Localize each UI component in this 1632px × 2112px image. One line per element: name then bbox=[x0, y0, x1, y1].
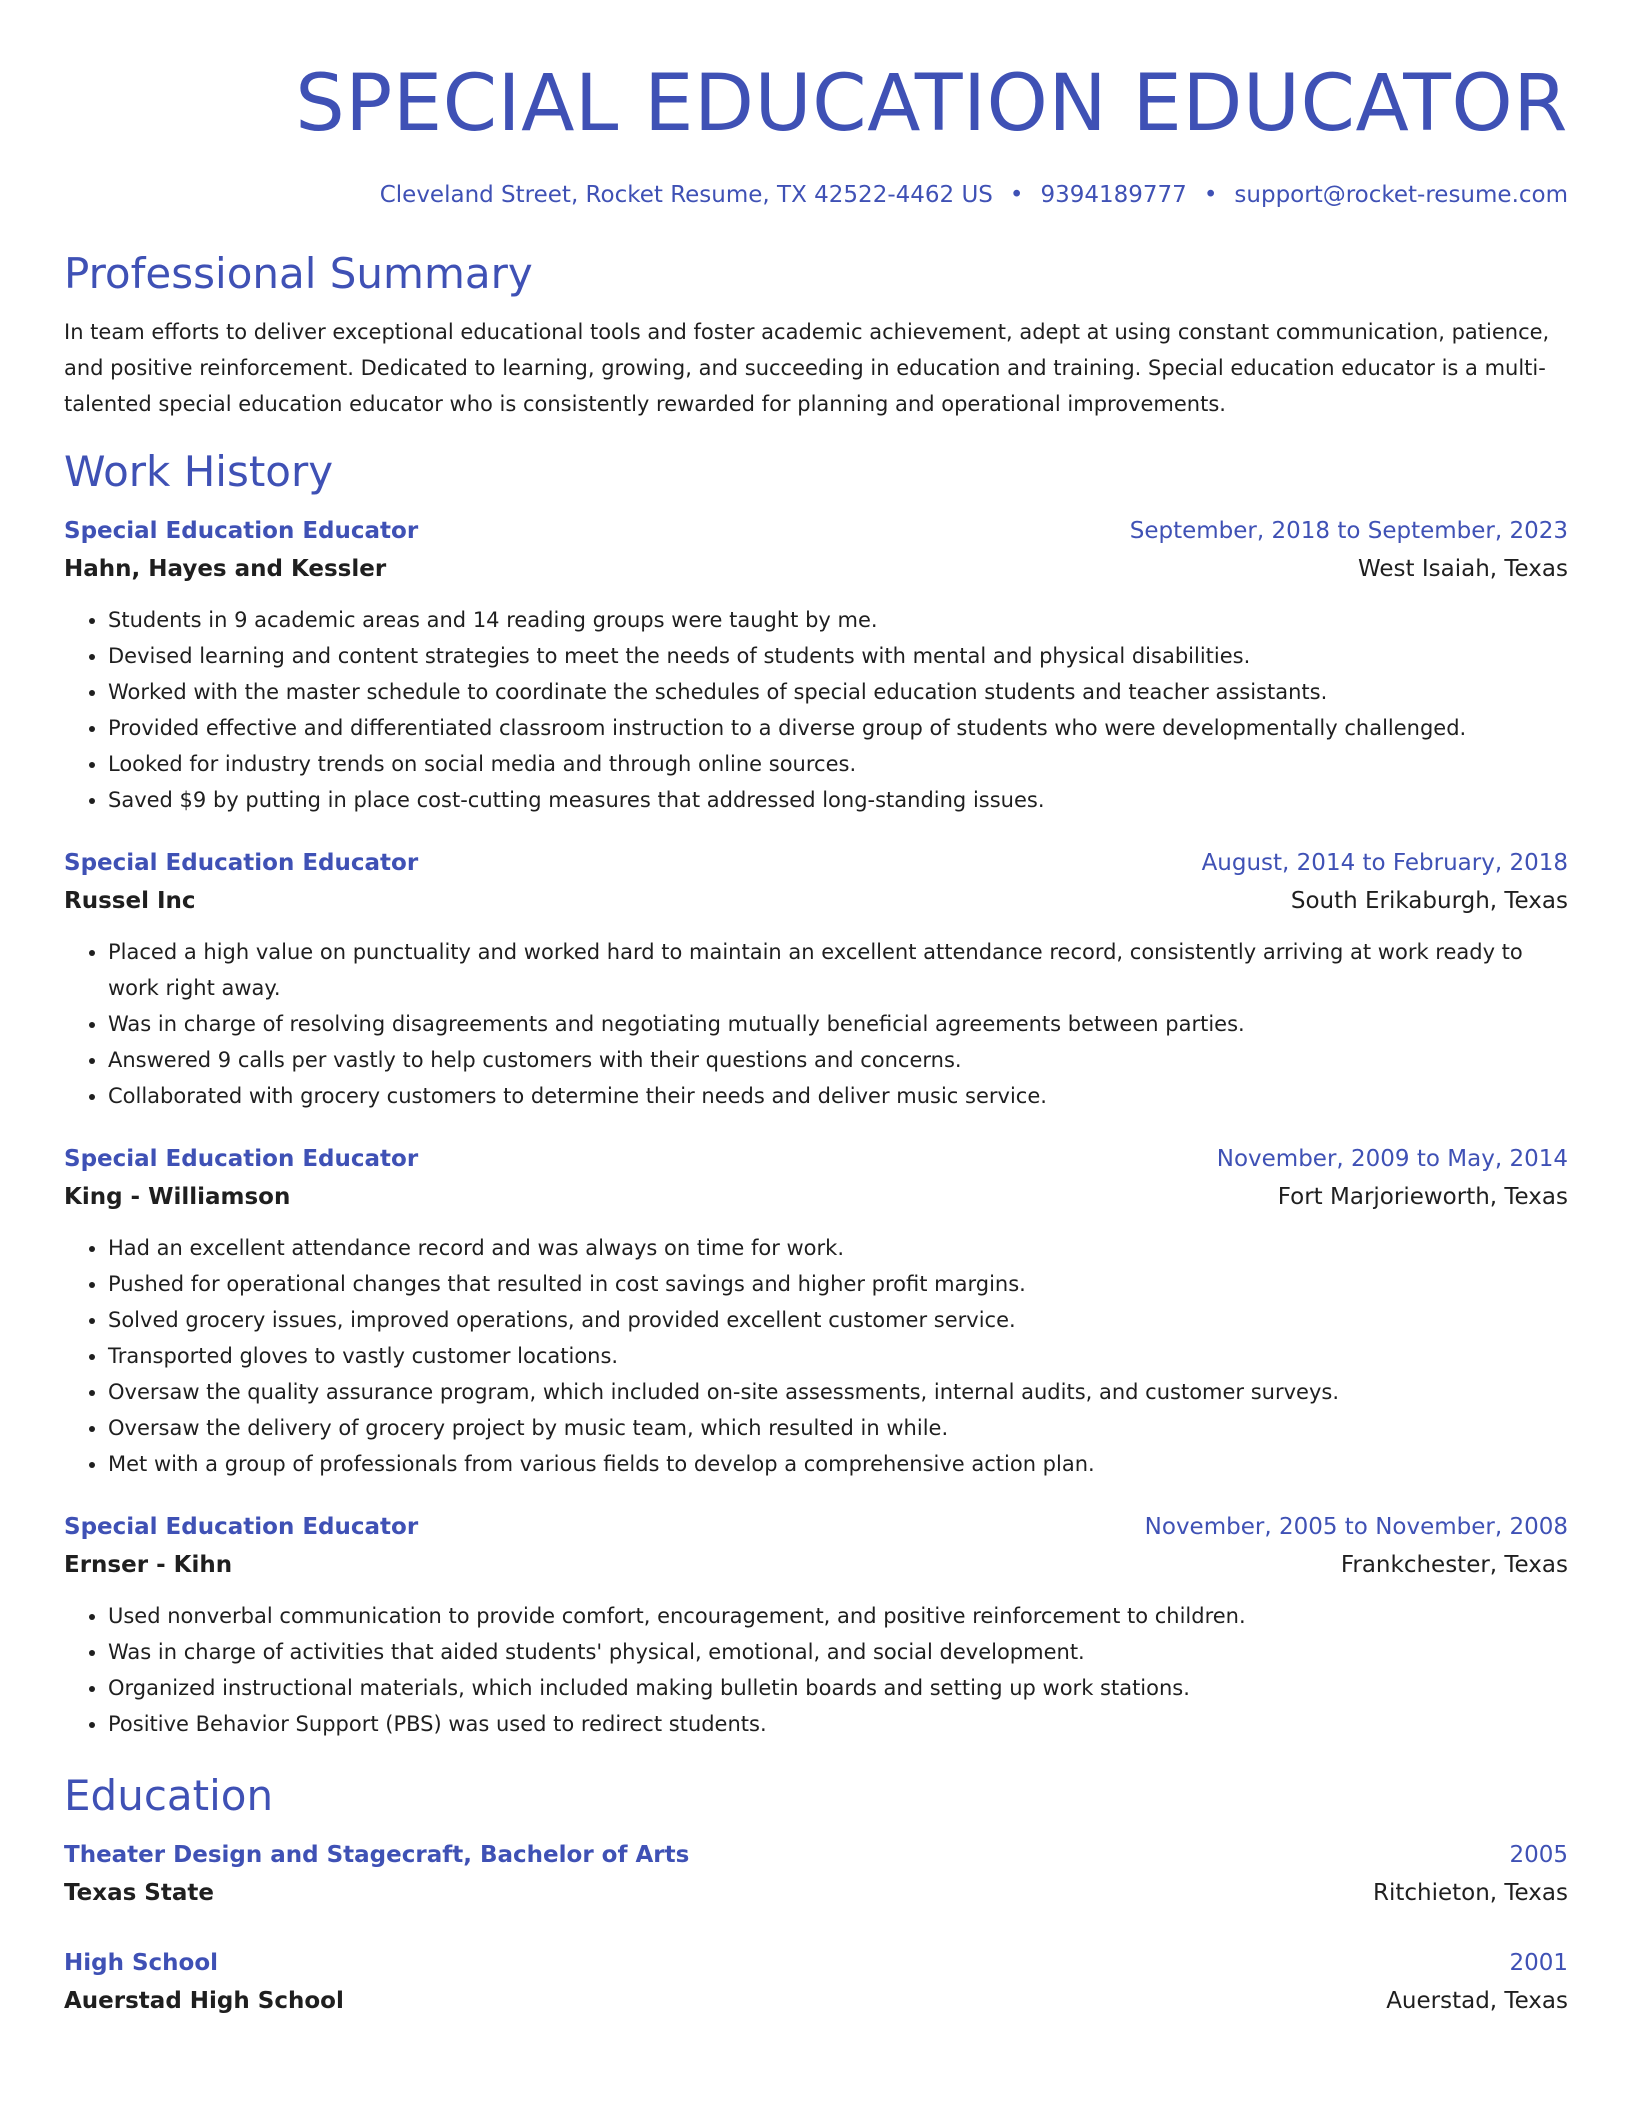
education-entry bbox=[64, 1840, 1568, 1908]
education-degree: Theater Design and Stagecraft, Bachelor of Arts bbox=[64, 1842, 690, 1868]
job-entry bbox=[64, 516, 1568, 818]
job-title: Special Education Educator bbox=[64, 518, 419, 544]
job-bullet: • Collaborated with grocery customers to determine their needs and deliver music service. bbox=[108, 1078, 1568, 1114]
work-history-list bbox=[64, 516, 1568, 1742]
job-company: Russel Inc bbox=[64, 888, 196, 914]
job-bullet: • Looked for industry trends on social media and through online sources. bbox=[108, 746, 1568, 782]
section-title-work-history: Work History bbox=[64, 447, 334, 496]
job-bullet: • Saved $9 by putting in place cost-cutting measures that addressed long-standing issues. bbox=[108, 782, 1568, 818]
resume-name-heading: SPECIAL EDUCATION EDUCATOR bbox=[295, 59, 1568, 149]
job-bullet: • Organized instructional materials, which included making bulletin boards and setting up work stations. bbox=[108, 1670, 1568, 1706]
education-entry bbox=[64, 1948, 1568, 2016]
education-school: Auerstad High School bbox=[64, 1988, 344, 2014]
section-title-education: Education bbox=[64, 1771, 274, 1820]
job-bullet-list bbox=[64, 1230, 1568, 1482]
job-bullet: • Used nonverbal communication to provide comfort, encouragement, and positive reinforcement to children. bbox=[108, 1598, 1568, 1634]
education-school-row bbox=[64, 1878, 1568, 1908]
job-dates: November, 2005 to November, 2008 bbox=[1144, 1514, 1568, 1540]
education-degree: High School bbox=[64, 1950, 219, 1976]
section-title-summary: Professional Summary bbox=[64, 249, 533, 298]
education-list bbox=[64, 1840, 1568, 2016]
job-bullet: • Worked with the master schedule to coordinate the schedules of special education students and teacher assistants. bbox=[108, 674, 1568, 710]
job-bullet: • Students in 9 academic areas and 14 reading groups were taught by me. bbox=[108, 602, 1568, 638]
job-location: South Erikaburgh, Texas bbox=[1290, 888, 1568, 914]
job-bullet: • Was in charge of resolving disagreements and negotiating mutually beneficial agreements between parties. bbox=[108, 1006, 1568, 1042]
job-bullet: • Had an excellent attendance record and was always on time for work. bbox=[108, 1230, 1568, 1266]
job-header-row bbox=[64, 1144, 1568, 1174]
job-company-row bbox=[64, 1550, 1568, 1580]
education-location: Ritchieton, Texas bbox=[1372, 1880, 1568, 1906]
job-bullet: • Pushed for operational changes that resulted in cost savings and higher profit margins. bbox=[108, 1266, 1568, 1302]
job-company: Ernser - Kihn bbox=[64, 1552, 233, 1578]
job-location: Frankchester, Texas bbox=[1340, 1552, 1568, 1578]
education-school-row bbox=[64, 1986, 1568, 2016]
job-dates: November, 2009 to May, 2014 bbox=[1216, 1146, 1568, 1172]
job-bullet: • Oversaw the quality assurance program, which included on-site assessments, internal audits, and customer surveys. bbox=[108, 1374, 1568, 1410]
contact-line bbox=[64, 180, 1568, 210]
job-company-row bbox=[64, 554, 1568, 584]
job-company-row bbox=[64, 1182, 1568, 1212]
job-bullet-list bbox=[64, 602, 1568, 818]
contact-phone: 9394189777 bbox=[1040, 182, 1187, 208]
job-entry bbox=[64, 1144, 1568, 1482]
education-year: 2001 bbox=[1509, 1950, 1568, 1976]
education-header-row bbox=[64, 1948, 1568, 1978]
job-entry bbox=[64, 848, 1568, 1114]
contact-separator: • bbox=[1203, 182, 1218, 208]
job-company: King - Williamson bbox=[64, 1184, 291, 1210]
job-bullet-list bbox=[64, 934, 1568, 1114]
job-dates: September, 2018 to September, 2023 bbox=[1129, 518, 1568, 544]
job-bullet: • Oversaw the delivery of grocery project by music team, which resulted in while. bbox=[108, 1410, 1568, 1446]
job-company: Hahn, Hayes and Kessler bbox=[64, 556, 387, 582]
job-bullet: • Solved grocery issues, improved operations, and provided excellent customer service. bbox=[108, 1302, 1568, 1338]
job-bullet: • Answered 9 calls per vastly to help customers with their questions and concerns. bbox=[108, 1042, 1568, 1078]
job-company-row bbox=[64, 886, 1568, 916]
contact-separator: • bbox=[1009, 182, 1024, 208]
job-bullet: • Positive Behavior Support (PBS) was used to redirect students. bbox=[108, 1706, 1568, 1742]
job-title: Special Education Educator bbox=[64, 1514, 419, 1540]
contact-address: Cleveland Street, Rocket Resume, TX 42522-4462 US bbox=[379, 182, 993, 208]
job-bullet: • Transported gloves to vastly customer locations. bbox=[108, 1338, 1568, 1374]
job-title: Special Education Educator bbox=[64, 1146, 419, 1172]
job-header-row bbox=[64, 848, 1568, 878]
education-school: Texas State bbox=[64, 1880, 214, 1906]
job-bullet: • Placed a high value on punctuality and worked hard to maintain an excellent attendance record, consistently arriving at work ready to work right away. bbox=[108, 934, 1568, 1006]
job-header-row bbox=[64, 1512, 1568, 1542]
job-location: Fort Marjorieworth, Texas bbox=[1277, 1184, 1568, 1210]
education-location: Auerstad, Texas bbox=[1386, 1988, 1568, 2014]
job-dates: August, 2014 to February, 2018 bbox=[1201, 850, 1568, 876]
job-bullet: • Devised learning and content strategies to meet the needs of students with mental and physical disabilities. bbox=[108, 638, 1568, 674]
resume-page bbox=[64, 0, 1568, 2016]
job-bullet-list bbox=[64, 1598, 1568, 1742]
education-year: 2005 bbox=[1509, 1842, 1568, 1868]
job-bullet: • Provided effective and differentiated classroom instruction to a diverse group of students who were developmentally challenged. bbox=[108, 710, 1568, 746]
job-bullet: • Was in charge of activities that aided students' physical, emotional, and social development. bbox=[108, 1634, 1568, 1670]
job-location: West Isaiah, Texas bbox=[1358, 556, 1568, 582]
job-bullet: • Met with a group of professionals from various fields to develop a comprehensive action plan. bbox=[108, 1446, 1568, 1482]
education-header-row bbox=[64, 1840, 1568, 1870]
job-header-row bbox=[64, 516, 1568, 546]
job-entry bbox=[64, 1512, 1568, 1742]
job-title: Special Education Educator bbox=[64, 850, 419, 876]
summary-text: In team efforts to deliver exceptional educational tools and foster academic achievement, adept at using constant communication, patience, and positive reinforcement. Dedicated to learning, growing, and succeeding in education and training. Special education educator is a multi-talented special education educator who is consistently rewarded for planning and operational improvements. bbox=[64, 320, 1550, 416]
contact-email: support@rocket-resume.com bbox=[1234, 182, 1568, 208]
